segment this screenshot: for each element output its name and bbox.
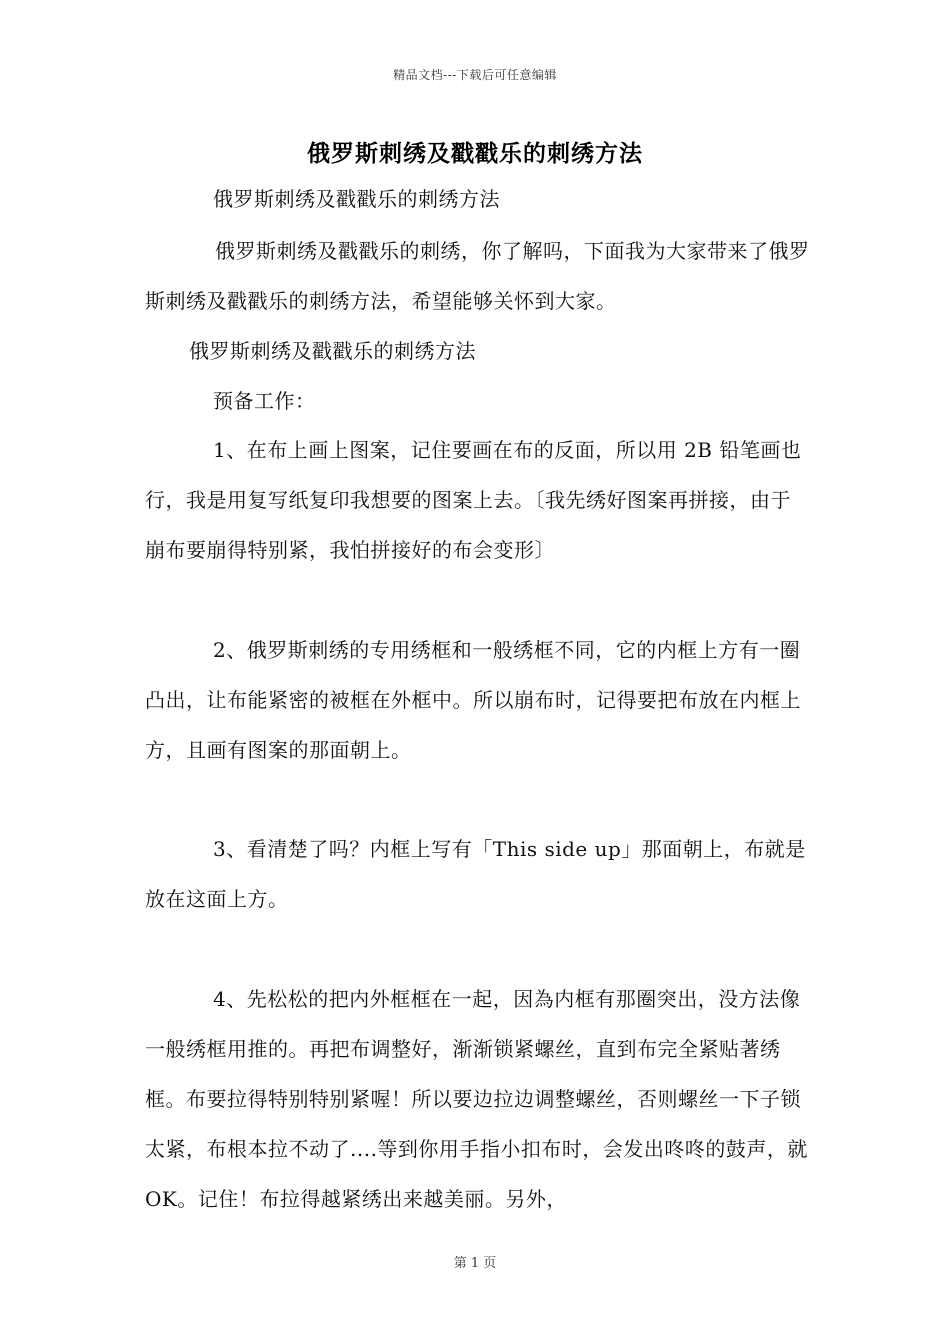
document-title: 俄罗斯刺绣及戳戳乐的刺绣方法 [307,140,643,167]
page-number-footer: 第 1 页 [453,1256,497,1271]
header-note: 精品文档---下载后可任意编辑 [393,68,557,82]
step-3-paragraph: 3、看清楚了吗？内框上写有「This side up」那面朝上，布就是放在这面上方。 [145,837,806,911]
subtitle-paragraph: 俄罗斯刺绣及戳戳乐的刺绣方法 [213,187,500,211]
section-heading-paragraph: 俄罗斯刺绣及戳戳乐的刺绣方法 [189,339,476,363]
step-4-paragraph: 4、先松松的把内外框框在一起，因為内框有那圈突出，没方法像一般绣框用推的。再把布调整好，渐渐锁紧螺丝，直到布完全紧贴著绣框。布要拉得特别特别紧喔！所以要边拉边调整螺丝，否则螺丝一下子锁太紧，布根本拉不动了....等到你用手指小扣布时，会发出咚咚的鼓声，就 OK。记住！布拉得越紧绣出来越美丽。另外， [145,987,808,1211]
preparation-heading: 预备工作： [213,389,316,413]
intro-paragraph: 俄罗斯刺绣及戳戳乐的刺绣，你了解吗，下面我为大家带来了俄罗斯刺绣及戳戳乐的刺绣方法，希望能够关怀到大家。 [145,239,810,313]
step-1-paragraph: 1、在布上画上图案，记住要画在布的反面，所以用 2B 铅笔画也行，我是用复写纸复印我想要的图案上去。〔我先绣好图案再拼接，由于崩布要崩得特别紧，我怕拼接好的布会变形〕 [145,438,802,562]
step-2-paragraph: 2、俄罗斯刺绣的专用绣框和一般绣框不同，它的内框上方有一圈凸出，让布能紧密的被框在外框中。所以崩布时，记得要把布放在内框上方，且画有图案的那面朝上。 [145,638,801,762]
